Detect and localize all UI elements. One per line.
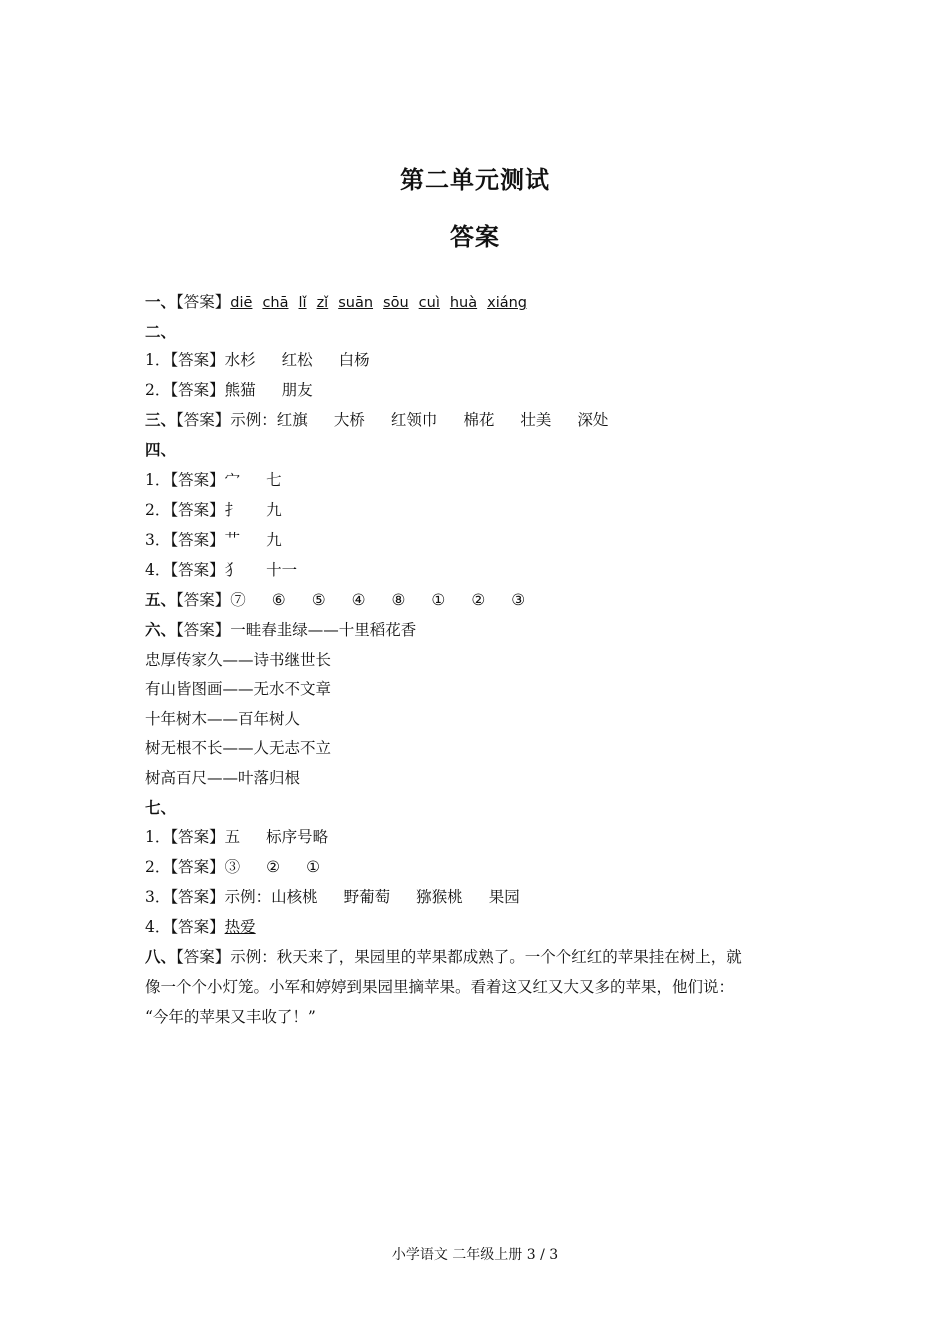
section-7-heading: 七、 (145, 798, 177, 817)
answer-tag: 【答案】 (170, 351, 225, 369)
section-7-q1 (145, 826, 328, 848)
answer-tag: 【答案】 (176, 948, 231, 966)
word: 野葡萄 (343, 888, 391, 906)
radical: 犭 (224, 561, 241, 579)
page-title: 第二单元测试 (400, 166, 550, 194)
word: 红松 (281, 351, 313, 369)
section-4-q3 (145, 529, 282, 551)
couplet-line: 忠厚传家久——诗书继世长 (145, 651, 332, 669)
order-item: ④ (351, 591, 366, 609)
word: 朋友 (281, 381, 313, 399)
section-number: 六、 (145, 620, 177, 639)
order-item: ① (306, 858, 320, 876)
stroke-count: 九 (266, 531, 282, 549)
order-item: ⑥ (271, 591, 286, 609)
section-number: 五、 (145, 590, 177, 609)
answer-tag: 【答案】 (170, 561, 225, 579)
question-number: 1． (145, 351, 171, 369)
section-7-q4 (145, 916, 256, 938)
couplet-line: 一畦春韭绿——十里稻花香 (230, 621, 417, 639)
word: 红领巾 (390, 411, 438, 429)
question-number: 3． (145, 531, 171, 549)
word: 棉花 (463, 411, 495, 429)
radical: 宀 (224, 471, 241, 489)
answer-tag: 【答案】 (176, 591, 231, 609)
answer-tag: 【答案】 (170, 381, 225, 399)
question-number: 1． (145, 471, 171, 489)
section-2-q2 (145, 379, 313, 401)
stroke-count: 七 (266, 471, 282, 489)
answer-tag: 【答案】 (170, 858, 225, 876)
pinyin: sōu (383, 295, 409, 311)
word: 熊猫 (224, 381, 256, 399)
section-4-q2 (145, 499, 282, 521)
section-number: 一、 (145, 292, 177, 311)
section-number: 三、 (145, 410, 177, 429)
question-number: 4． (145, 561, 171, 579)
stroke-count: 九 (266, 501, 282, 519)
pinyin: zǐ (316, 295, 329, 311)
pinyin: huà (449, 295, 478, 311)
section-6 (145, 619, 416, 641)
answer-tag: 【答案】 (176, 621, 231, 639)
order-item: ③ (511, 591, 526, 609)
section-1 (145, 291, 537, 313)
answer-value: 五 (224, 828, 241, 846)
answer-tag: 【答案】 (176, 411, 231, 429)
answer-tag: 【答案】 (170, 828, 225, 846)
couplet-line: 树高百尺——叶落归根 (145, 769, 301, 787)
question-number: 1． (145, 828, 171, 846)
word: 红旗 (276, 411, 308, 429)
answer-tag: 【答案】 (170, 471, 225, 489)
pinyin: diē (230, 295, 253, 311)
answer-value: 热爱 (224, 918, 256, 936)
couplet-line: 树无根不长——人无志不立 (145, 739, 332, 757)
section-7-q3 (145, 886, 520, 908)
couplet-line: 十年树木——百年树人 (145, 710, 301, 728)
page-subtitle: 答案 (450, 223, 500, 251)
answer-tag: 【答案】 (170, 918, 225, 936)
word: 白杨 (338, 351, 370, 369)
answer-tag: 【答案】 (170, 501, 225, 519)
question-number: 2． (145, 501, 171, 519)
word: 果园 (488, 888, 520, 906)
answer-tag: 【答案】 (170, 888, 225, 906)
order-item: ③ (224, 858, 241, 876)
radical: 艹 (224, 531, 241, 549)
section-number: 八、 (145, 947, 177, 966)
word: 壮美 (520, 411, 552, 429)
example-prefix: 示例： (224, 888, 272, 906)
order-item: ⑦ (230, 591, 246, 609)
word: 水杉 (224, 351, 256, 369)
pinyin: suān (338, 295, 374, 311)
order-item: ① (431, 591, 446, 609)
question-number: 2． (145, 381, 171, 399)
couplet-line: 有山皆图画——无水不文章 (145, 680, 332, 698)
order-item: ② (266, 858, 281, 876)
section-4-q1 (145, 469, 282, 491)
essay-line: 示例：秋天来了，果园里的苹果都成熟了。一个个红红的苹果挂在树上，就 (230, 948, 742, 966)
answer-note: 标序号略 (266, 828, 329, 846)
section-7-q2 (145, 856, 320, 878)
answer-tag: 【答案】 (170, 531, 225, 549)
essay-line: 像一个个小灯笼。小军和婷婷到果园里摘苹果。看着这又红又大又多的苹果，他们说： (145, 978, 735, 996)
section-2-heading: 二、 (145, 322, 177, 341)
radical: 扌 (224, 501, 241, 519)
order-item: ⑤ (311, 591, 326, 609)
order-item: ⑧ (391, 591, 406, 609)
word: 猕猴桃 (416, 888, 463, 906)
question-number: 4． (145, 918, 171, 936)
section-4-q4 (145, 559, 297, 581)
question-number: 3． (145, 888, 171, 906)
section-3 (145, 409, 608, 431)
section-2-q1 (145, 349, 370, 371)
order-item: ② (471, 591, 486, 609)
section-5 (145, 589, 525, 611)
section-8 (145, 946, 742, 968)
pinyin: chā (262, 295, 289, 311)
page-footer: 小学语文 二年级上册 3 / 3 (391, 1247, 559, 1263)
essay-line: “今年的苹果又丰收了！” (145, 1008, 316, 1026)
answer-tag: 【答案】 (176, 293, 231, 311)
word: 深处 (577, 411, 609, 429)
pinyin: xiáng (487, 295, 528, 311)
stroke-count: 十一 (266, 561, 298, 579)
section-4-heading: 四、 (145, 440, 177, 459)
pinyin: lǐ (298, 295, 307, 311)
question-number: 2． (145, 858, 171, 876)
pinyin: cuì (418, 295, 440, 311)
example-prefix: 示例： (230, 411, 277, 429)
word: 山核桃 (271, 888, 318, 906)
word: 大桥 (333, 411, 365, 429)
